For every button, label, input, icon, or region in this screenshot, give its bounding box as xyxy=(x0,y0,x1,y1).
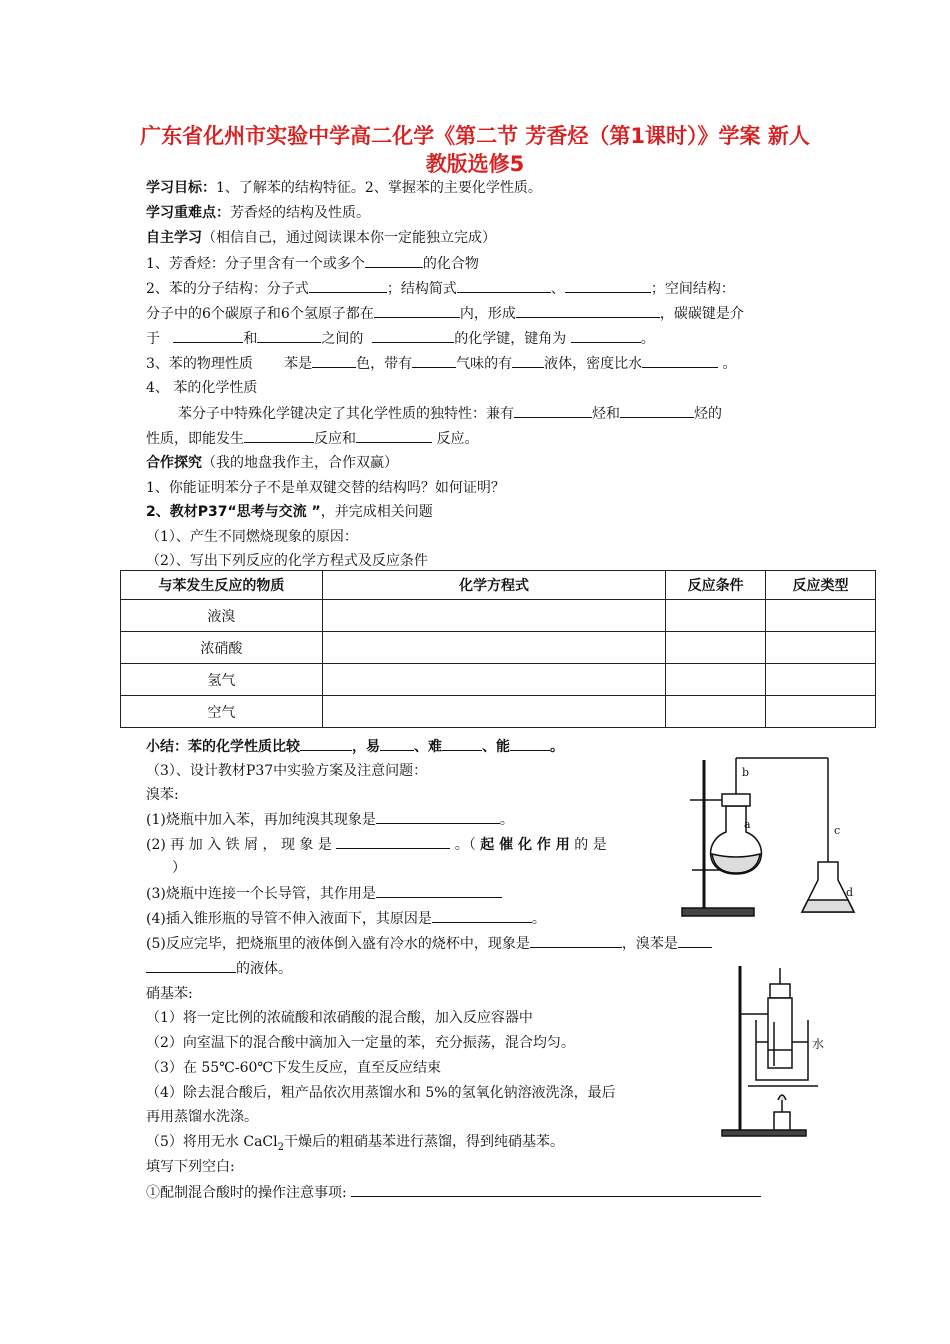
question-4-line-3: 性质，即能发生 反应和 反应。 xyxy=(146,428,478,449)
nitrobenzene-step-4: （4）除去混合酸后，粗产品依次用蒸馏水和 5%的氢氧化钠溶液洗涤，最后 xyxy=(146,1085,616,1101)
table-cell-condition[interactable] xyxy=(666,632,766,664)
flame xyxy=(778,1095,786,1100)
self-study-heading: 自主学习（相信自己，通过阅读课本你一定能独立完成） xyxy=(146,230,496,246)
bromobenzene-apparatus-figure xyxy=(678,750,870,922)
reaction-table xyxy=(120,570,876,728)
table-cell-substance: 液溴 xyxy=(121,600,323,632)
nitrobenzene-step-4-cont: 再用蒸馏水洗涤。 xyxy=(146,1109,258,1125)
document-title: 广东省化州市实验中学高二化学《第二节 芳香烃（第1课时）》学案 新人教版选修5 xyxy=(140,124,810,176)
stand-base xyxy=(722,1130,806,1136)
table-header-row xyxy=(121,571,876,600)
table-cell-equation[interactable] xyxy=(322,664,666,696)
table-cell-type[interactable] xyxy=(766,696,876,728)
table-row xyxy=(121,664,876,696)
conical-flask-liquid xyxy=(802,900,854,912)
stopper xyxy=(722,794,750,806)
coop-question-1: 1、你能证明苯分子不是单双键交替的结构吗？如何证明？ xyxy=(146,480,505,496)
nitrobenzene-step-1: （1）将一定比例的浓硫酸和浓硝酸的混合酸，加入反应容器中 xyxy=(146,1010,533,1026)
question-2: 2、苯的分子结构：分子式 ；结构简式 、 ；空间结构： xyxy=(146,278,735,299)
table-header: 化学方程式 xyxy=(322,571,666,600)
nitrobenzene-heading: 硝基苯: xyxy=(146,986,193,1002)
table-header: 与苯发生反应的物质 xyxy=(121,571,323,600)
question-3: 3、苯的物理性质 苯是 色，带有 气味的有 液体，密度比水 。 xyxy=(146,353,737,374)
learning-goals: 学习目标：1、了解苯的结构特征。2、掌握苯的主要化学性质。 xyxy=(146,180,542,196)
table-cell-condition[interactable] xyxy=(666,664,766,696)
bromobenzene-step-2: (2) 再 加 入 铁 屑 ， 现 象 是 。（ 起 催 化 作 用 的 是 xyxy=(146,834,607,855)
table-row xyxy=(121,600,876,632)
bromobenzene-step-1: (1)烧瓶中加入苯，再加纯溴其现象是 。 xyxy=(146,809,514,830)
table-cell-substance: 空气 xyxy=(121,696,323,728)
table-row xyxy=(121,696,876,728)
table-cell-type[interactable] xyxy=(766,600,876,632)
table-cell-equation[interactable] xyxy=(322,600,666,632)
bromobenzene-heading: 溴苯: xyxy=(146,787,179,803)
bromobenzene-step-3: (3)烧瓶中连接一个长导管，其作用是 xyxy=(146,883,502,904)
nitrobenzene-step-2: （2）向室温下的混合酸中滴加入一定量的苯，充分振荡，混合均匀。 xyxy=(146,1035,575,1051)
label-b: b xyxy=(742,766,750,779)
label-c: c xyxy=(834,824,841,837)
fill-blanks-heading: 填写下列空白: xyxy=(146,1159,235,1175)
question-2-line-2: 分子中的6个碳原子和6个氢原子都在 内，形成 ，碳碳键是介 xyxy=(146,303,744,324)
table-cell-condition[interactable] xyxy=(666,600,766,632)
table-cell-equation[interactable] xyxy=(322,632,666,664)
bromobenzene-step-5: (5)反应完毕，把烧瓶里的液体倒入盛有冷水的烧杯中，现象是 ，溴苯是 xyxy=(146,933,712,954)
coop-question-2-2: （2）、写出下列反应的化学方程式及反应条件 xyxy=(146,553,428,569)
test-tube xyxy=(768,998,792,1068)
table-cell-type[interactable] xyxy=(766,632,876,664)
key-points: 学习重难点：芳香烃的结构及性质。 xyxy=(146,205,370,221)
table-cell-condition[interactable] xyxy=(666,696,766,728)
bromobenzene-step-2-end: ） xyxy=(172,860,186,876)
fill-blank-1: ①配制混合酸时的操作注意事项: xyxy=(146,1182,761,1203)
stand-base xyxy=(682,908,754,916)
table-header: 反应类型 xyxy=(766,571,876,600)
summary: 小结：苯的化学性质比较 ，易 、难 、能 。 xyxy=(146,736,564,757)
water-label: 水 xyxy=(812,1037,825,1051)
question-2-line-3: 于 和 之间的 的化学键，键角为 。 xyxy=(146,328,655,349)
cooperative-heading: 合作探究（我的地盘我作主，合作双赢） xyxy=(146,455,398,471)
table-cell-substance: 氢气 xyxy=(121,664,323,696)
label-a: a xyxy=(744,818,751,831)
table-header: 反应条件 xyxy=(666,571,766,600)
label-d: d xyxy=(846,886,854,899)
coop-question-2-1: （1）、产生不同燃烧现象的原因： xyxy=(146,529,358,545)
nitrobenzene-apparatus-figure xyxy=(718,962,838,1140)
nitrobenzene-step-3: （3）在 55℃-60℃下发生反应，直至反应结束 xyxy=(146,1060,442,1076)
coop-question-3: （3）、设计教材P37中实验方案及注意问题： xyxy=(146,763,428,779)
table-cell-type[interactable] xyxy=(766,664,876,696)
question-1: 1、芳香烃：分子里含有一个或多个 的化合物 xyxy=(146,253,479,274)
coop-question-2: 2、教材P37“思考与交流 ”，并完成相关问题 xyxy=(146,504,433,520)
table-cell-substance: 浓硝酸 xyxy=(121,632,323,664)
question-4: 4、 苯的化学性质 xyxy=(146,380,258,396)
question-4-line-2: 苯分子中特殊化学键决定了其化学性质的独特性：兼有 烃和 烃的 xyxy=(178,403,722,424)
table-cell-equation[interactable] xyxy=(322,696,666,728)
bromobenzene-step-5-end: 的液体。 xyxy=(146,958,292,979)
alcohol-lamp xyxy=(774,1100,790,1130)
table-row xyxy=(121,632,876,664)
nitrobenzene-step-5: （5）将用无水 CaCl$_2$干燥后的粗硝基苯进行蒸馏，得到纯硝基苯。 xyxy=(146,1134,564,1153)
stopper xyxy=(770,984,790,998)
bromobenzene-step-4: (4)插入锥形瓶的导管不伸入液面下，其原因是 。 xyxy=(146,908,546,929)
